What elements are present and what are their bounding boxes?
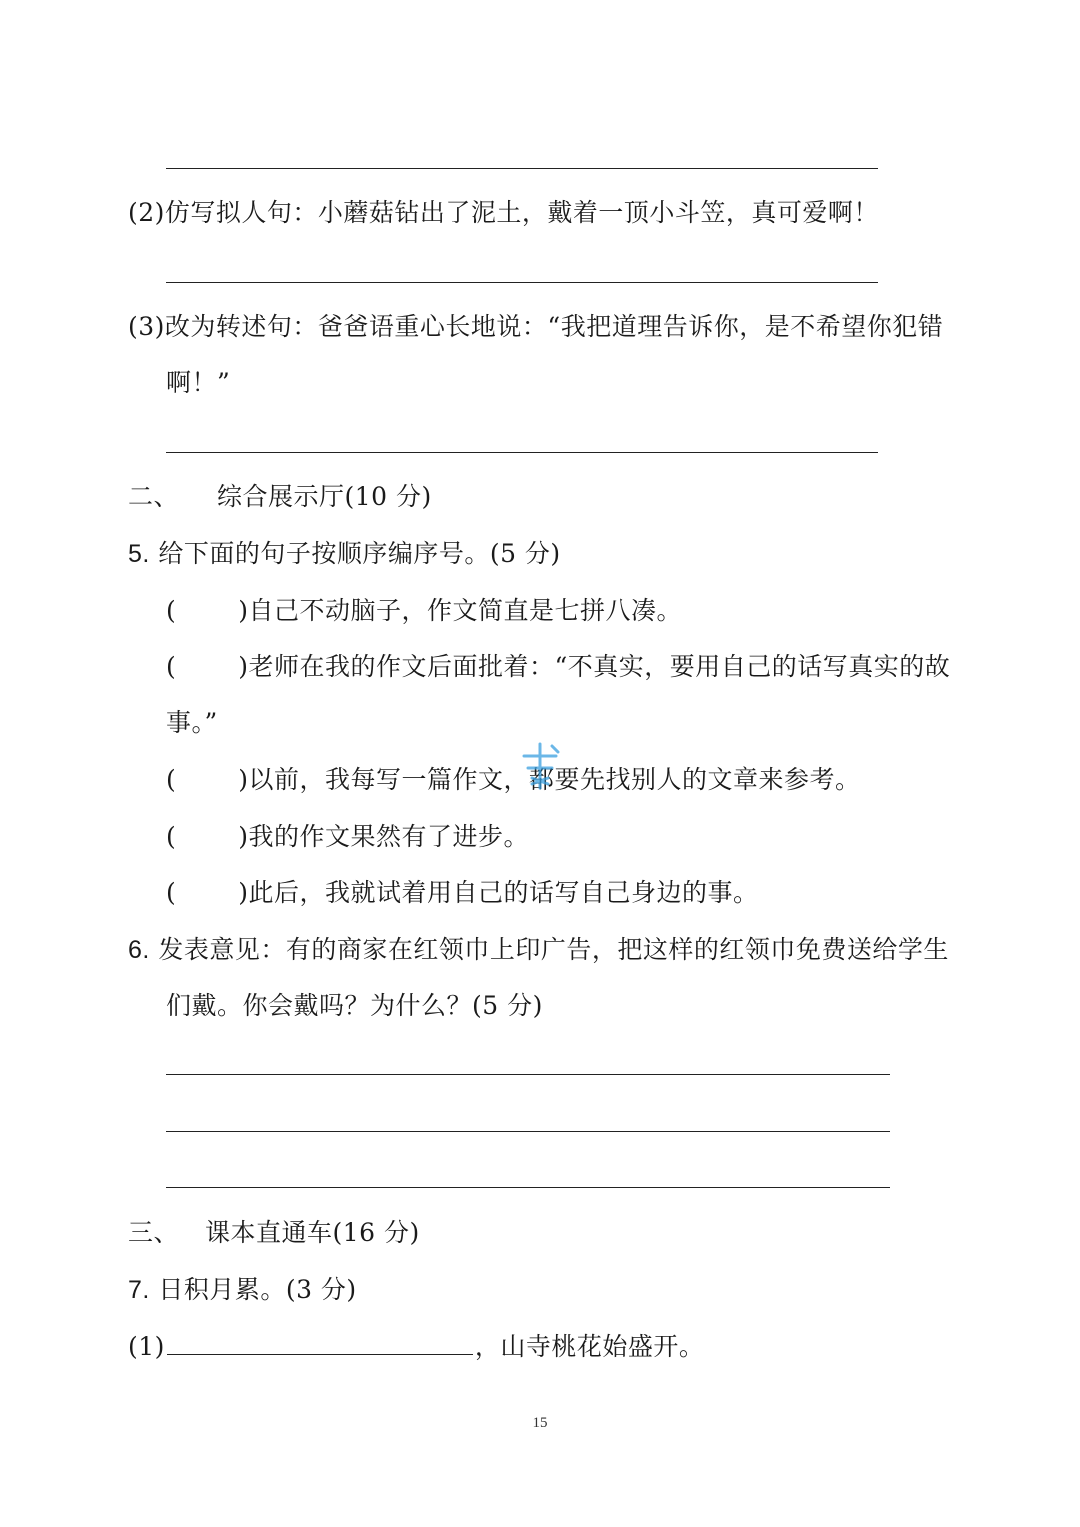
section-2-marker: 二、 xyxy=(128,482,180,511)
q5-item-text-2-cont: 事。” xyxy=(166,708,218,737)
answer-line-q4-3[interactable] xyxy=(166,452,878,453)
q5-item-5[interactable] xyxy=(166,876,759,910)
q4-part2-text: (2)仿写拟人句：小蘑菇钻出了泥土，戴着一顶小斗笠，真可爱啊！ xyxy=(128,198,879,227)
q6-number: 6. xyxy=(128,936,150,964)
q5-paren-open: ( xyxy=(166,652,177,681)
q5-paren-open: ( xyxy=(166,596,177,625)
q7-prompt xyxy=(128,1273,357,1307)
answer-line-q4-2[interactable] xyxy=(166,282,878,283)
q6-text-2: 们戴。你会戴吗？为什么？(5 分) xyxy=(166,991,543,1020)
q5-item-text-5: )此后，我就试着用自己的话写自己身边的事。 xyxy=(238,878,759,907)
q5-paren-open: ( xyxy=(166,765,177,794)
q5-item-2-continued xyxy=(166,706,218,740)
page-number: 15 xyxy=(532,1415,548,1431)
answer-line-q6-3[interactable] xyxy=(166,1187,890,1188)
q4-part3-line1 xyxy=(128,310,943,344)
q5-item-2[interactable] xyxy=(166,650,950,684)
q5-item-text-3: )以前，我每写一篇作文，都要先找别人的文章来参考。 xyxy=(238,765,861,794)
q4-part3-text-1: (3)改为转述句：爸爸语重心长地说：“我把道理告诉你，是不希望你犯错 xyxy=(128,312,944,341)
q5-paren-open: ( xyxy=(166,878,177,907)
answer-line-q4-1[interactable] xyxy=(166,168,878,169)
q5-item-text-4: )我的作文果然有了进步。 xyxy=(238,822,530,851)
q7-part1 xyxy=(128,1330,704,1364)
q5-prompt-text: 给下面的句子按顺序编序号。(5 分) xyxy=(158,539,561,568)
q4-part2 xyxy=(128,196,879,230)
q5-paren-open: ( xyxy=(166,822,177,851)
section-3-marker: 三、 xyxy=(128,1218,180,1247)
section-3-title: 课本直通车(16 分) xyxy=(205,1218,420,1247)
q5-number: 5. xyxy=(128,540,150,568)
q6-prompt-line2 xyxy=(166,989,543,1023)
q4-part3-text-2: 啊！” xyxy=(166,368,231,397)
section-2-heading xyxy=(128,480,432,514)
section-3-heading xyxy=(128,1216,420,1250)
q7-part1-suffix: ，山寺桃花始盛开。 xyxy=(474,1332,705,1361)
q7-number: 7. xyxy=(128,1276,150,1304)
q6-text-1: 发表意见：有的商家在红领巾上印广告，把这样的红领巾免费送给学生 xyxy=(158,935,949,964)
q5-item-text-2: )老师在我的作文后面批着：“不真实，要用自己的话写真实的故 xyxy=(238,652,951,681)
q7-part1-prefix: (1) xyxy=(128,1332,165,1361)
answer-line-q6-2[interactable] xyxy=(166,1131,890,1132)
q5-item-1[interactable] xyxy=(166,594,682,628)
q5-prompt xyxy=(128,537,561,571)
section-2-title: 综合展示厅(10 分) xyxy=(217,482,432,511)
q7-prompt-text: 日积月累。(3 分) xyxy=(158,1275,357,1304)
blue-logo-watermark-icon xyxy=(512,738,568,794)
q5-item-4[interactable] xyxy=(166,820,529,854)
q4-part3-line2 xyxy=(166,366,230,400)
q7-part1-blank[interactable] xyxy=(167,1330,473,1355)
q6-prompt-line1 xyxy=(128,933,949,967)
answer-line-q6-1[interactable] xyxy=(166,1074,890,1075)
q5-item-text-1: )自己不动脑子，作文简直是七拼八凑。 xyxy=(238,596,683,625)
